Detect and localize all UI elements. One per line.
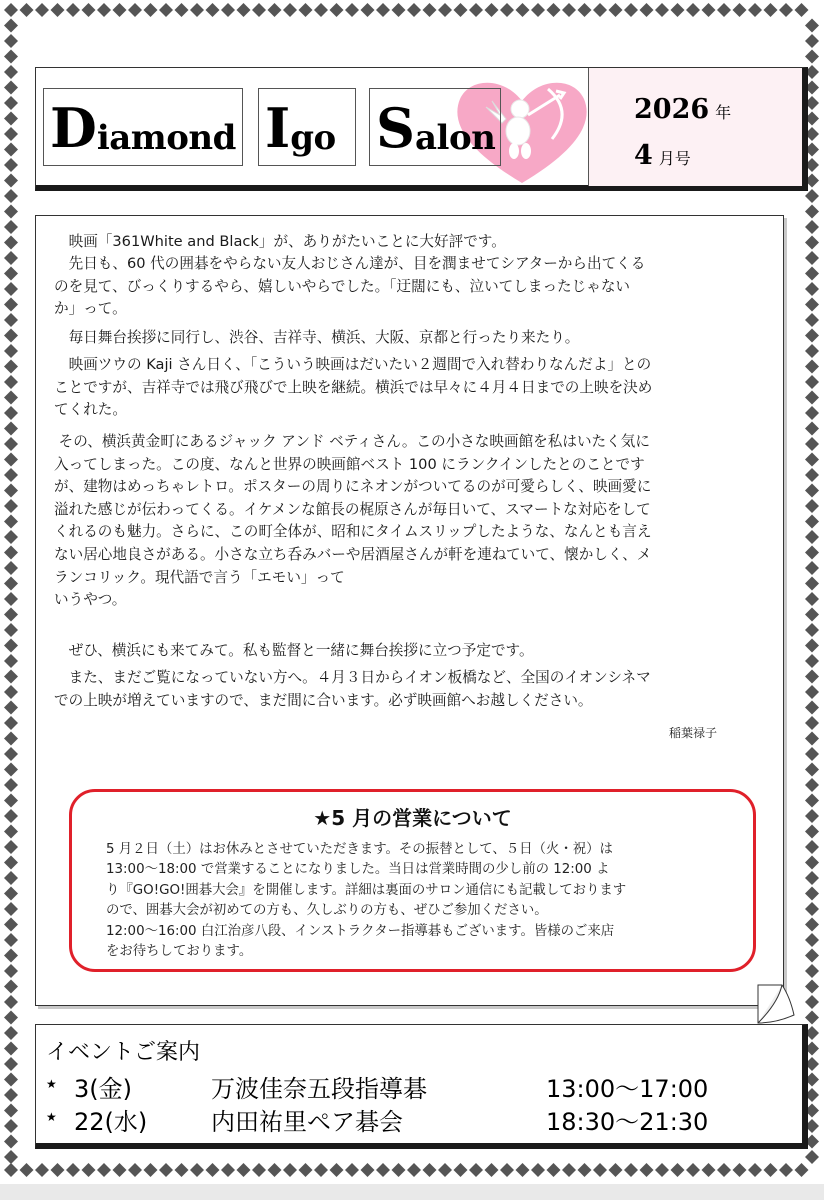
border-diamond <box>407 3 421 17</box>
border-diamond <box>330 1163 344 1177</box>
border-diamond <box>805 747 819 761</box>
border-diamond <box>4 344 18 358</box>
border-diamond <box>717 1163 731 1177</box>
border-diamond <box>20 1163 34 1177</box>
border-diamond <box>805 871 819 885</box>
border-diamond <box>314 3 328 17</box>
border-diamond <box>4 1119 18 1133</box>
border-diamond <box>4 1011 18 1025</box>
border-diamond <box>4 313 18 327</box>
border-diamond <box>593 1163 607 1177</box>
border-diamond <box>4 856 18 870</box>
event-row <box>36 1069 802 1103</box>
border-diamond <box>805 189 819 203</box>
border-diamond <box>4 96 18 110</box>
border-diamond <box>805 840 819 854</box>
border-diamond <box>764 1163 778 1177</box>
border-diamond <box>423 1163 437 1177</box>
border-diamond <box>4 995 18 1009</box>
author-signature: 稲葉禄子 <box>668 726 717 740</box>
border-diamond <box>593 3 607 17</box>
border-diamond <box>805 530 819 544</box>
border-diamond <box>4 732 18 746</box>
border-diamond <box>4 747 18 761</box>
border-diamond <box>805 995 819 1009</box>
border-diamond <box>4 670 18 684</box>
border-diamond <box>4 391 18 405</box>
border-diamond <box>805 406 819 420</box>
border-diamond <box>4 205 18 219</box>
border-diamond <box>805 654 819 668</box>
border-diamond <box>805 608 819 622</box>
border-diamond <box>66 1163 80 1177</box>
border-diamond <box>562 3 576 17</box>
article-paragraph: 毎日舞台挨拶に同行し、渋谷、吉祥寺、横浜、大阪、京都と行ったり来たり。 <box>54 329 580 346</box>
border-diamond <box>4 158 18 172</box>
border-diamond <box>655 1163 669 1177</box>
border-diamond <box>805 623 819 637</box>
border-diamond <box>190 1163 204 1177</box>
border-diamond <box>805 980 819 994</box>
events-box <box>35 1024 808 1149</box>
border-diamond <box>805 34 819 48</box>
border-diamond <box>144 1163 158 1177</box>
border-diamond <box>547 3 561 17</box>
border-diamond <box>4 778 18 792</box>
article-paragraph: 映画ツウの Kaji さん日く、「こういう映画はだいたい２週間で入れ替わりなんだよ」との ことですが、吉祥寺では飛び飛びで上映を継続。横浜では早々に４月４日までの上映を決め てくれた。 <box>54 356 653 419</box>
border-diamond <box>4 933 18 947</box>
border-diamond <box>314 1163 328 1177</box>
article-paragraph: ぜひ、横浜にも来てみて。私も監督と一緒に舞台挨拶に立つ予定です。 <box>54 642 534 659</box>
border-diamond <box>159 1163 173 1177</box>
border-diamond <box>805 1150 819 1164</box>
border-diamond <box>4 282 18 296</box>
border-diamond <box>376 3 390 17</box>
border-diamond <box>655 3 669 17</box>
border-diamond <box>531 3 545 17</box>
border-diamond <box>113 3 127 17</box>
border-diamond <box>330 3 344 17</box>
border-diamond <box>4 685 18 699</box>
border-diamond <box>4 654 18 668</box>
border-diamond <box>795 3 809 17</box>
border-diamond <box>361 1163 375 1177</box>
event-time: 18:30～21:30 <box>546 1108 709 1136</box>
border-diamond <box>237 3 251 17</box>
year-suffix: 年 <box>715 103 732 122</box>
title-word-diamond <box>43 88 243 166</box>
notice-title: ★5 月の営業について <box>313 806 512 830</box>
border-diamond <box>624 3 638 17</box>
border-diamond <box>805 391 819 405</box>
page-curl-icon <box>756 983 796 1027</box>
article-paragraph: また、まだご覧になっていない方へ。４月３日からイオン板橋など、全国のイオンシネマ での上映が増えていますので、まだ間に合います。必ず映画館へお越しください。 <box>54 669 651 709</box>
border-diamond <box>805 887 819 901</box>
border-diamond <box>4 499 18 513</box>
issue-year <box>634 94 731 125</box>
border-diamond <box>805 933 819 947</box>
border-diamond <box>4 561 18 575</box>
border-diamond <box>795 1163 809 1177</box>
border-diamond <box>175 3 189 17</box>
border-diamond <box>4 127 18 141</box>
border-diamond <box>4 3 18 17</box>
event-name: 万波佳奈五段指導碁 <box>211 1075 427 1103</box>
border-diamond <box>671 3 685 17</box>
border-diamond <box>805 313 819 327</box>
border-diamond <box>686 1163 700 1177</box>
border-diamond <box>805 468 819 482</box>
border-diamond <box>4 825 18 839</box>
border-diamond <box>82 3 96 17</box>
border-diamond <box>531 1163 545 1177</box>
border-diamond <box>805 701 819 715</box>
title-cap: S <box>376 96 415 160</box>
border-diamond <box>624 1163 638 1177</box>
border-diamond <box>485 3 499 17</box>
border-diamond <box>268 3 282 17</box>
title-rest: alon <box>415 118 496 158</box>
border-diamond <box>4 251 18 265</box>
border-diamond <box>805 592 819 606</box>
border-diamond <box>4 81 18 95</box>
border-diamond <box>702 3 716 17</box>
border-diamond <box>578 1163 592 1177</box>
border-diamond <box>4 716 18 730</box>
border-diamond <box>4 19 18 33</box>
border-diamond <box>392 3 406 17</box>
border-diamond <box>733 3 747 17</box>
border-diamond <box>35 3 49 17</box>
event-time: 13:00～17:00 <box>546 1075 709 1103</box>
border-diamond <box>4 143 18 157</box>
border-diamond <box>469 1163 483 1177</box>
border-diamond <box>805 251 819 265</box>
border-diamond <box>51 1163 65 1177</box>
border-diamond <box>4 189 18 203</box>
border-diamond <box>640 1163 654 1177</box>
border-diamond <box>345 3 359 17</box>
border-diamond <box>4 267 18 281</box>
border-diamond <box>805 949 819 963</box>
border-diamond <box>4 871 18 885</box>
border-diamond <box>640 3 654 17</box>
border-diamond <box>97 1163 111 1177</box>
border-diamond <box>779 3 793 17</box>
border-diamond <box>376 1163 390 1177</box>
title-word-salon <box>369 88 501 166</box>
border-diamond <box>805 639 819 653</box>
border-diamond <box>438 1163 452 1177</box>
border-diamond <box>717 3 731 17</box>
border-diamond <box>805 825 819 839</box>
border-diamond <box>113 1163 127 1177</box>
border-diamond <box>686 3 700 17</box>
border-diamond <box>252 3 266 17</box>
border-diamond <box>4 375 18 389</box>
border-diamond <box>805 453 819 467</box>
border-diamond <box>748 3 762 17</box>
border-diamond <box>748 1163 762 1177</box>
issue-date <box>588 68 802 186</box>
border-diamond <box>221 3 235 17</box>
border-diamond <box>805 422 819 436</box>
newsletter-header <box>35 67 808 191</box>
border-diamond <box>805 577 819 591</box>
border-diamond <box>4 360 18 374</box>
border-diamond <box>764 3 778 17</box>
border-diamond <box>438 3 452 17</box>
border-diamond <box>4 980 18 994</box>
border-diamond <box>805 205 819 219</box>
event-date: 3(金) <box>74 1075 132 1103</box>
border-diamond <box>144 3 158 17</box>
border-diamond <box>4 949 18 963</box>
article-paragraph: 先日も、60 代の囲碁をやらない友人おじさん達が、目を潤ませてシアターから出てくる のを見て、びっくりするやら、嬉しいやらでした。「迂闊にも、泣いてしまったじゃない か」って。 <box>54 255 646 318</box>
border-diamond <box>4 809 18 823</box>
border-diamond <box>805 546 819 560</box>
border-diamond <box>805 685 819 699</box>
border-diamond <box>4 484 18 498</box>
border-diamond <box>805 778 819 792</box>
border-diamond <box>407 1163 421 1177</box>
border-diamond <box>4 236 18 250</box>
border-diamond <box>4 1026 18 1040</box>
border-diamond <box>82 1163 96 1177</box>
border-diamond <box>268 1163 282 1177</box>
notice-body: 5 月２日（土）はお休みとさせていただきます。その振替として、５日（火・祝）は 13:00～18:00 で営業することになりました。当日は営業時間の少し前の 12:00 よ り『GO!GO!囲碁大会』を開催します。詳細は裏面のサロン通信にも記載しております ので、囲碁大会が初めての方も、久しぶりの方も、ぜひご参加ください。 12:00～16:00 白江治彦八段、インストラクター指導碁もございます。皆様のご来店 をお待ちしております。 <box>106 842 627 960</box>
border-diamond <box>805 794 819 808</box>
border-diamond <box>4 592 18 606</box>
title-rest: iamond <box>96 118 236 158</box>
title-word-igo <box>258 88 356 166</box>
border-diamond <box>805 561 819 575</box>
border-diamond <box>454 3 468 17</box>
border-diamond <box>485 1163 499 1177</box>
star-icon: ★ <box>46 1077 57 1091</box>
border-diamond <box>4 1163 18 1177</box>
border-diamond <box>128 1163 142 1177</box>
border-diamond <box>702 1163 716 1177</box>
border-diamond <box>805 856 819 870</box>
border-diamond <box>779 1163 793 1177</box>
article-paragraph: その、横浜黄金町にあるジャック アンド ベティさん。この小さな映画館を私はいたく気に 入ってしまった。この度、なんと世界の映画館ベスト 100 にランクインしたとのことです が、建物はめっちゃレトロ。ポスターの周りにネオンがついてるのが可愛らしく、映画愛に 溢れた感じが伝わってくる。イケメンな館長の梶原さんが毎日いて、スマートな対応をして くれるのも魅力。さらに、この町全体が、昭和にタイムスリップしたような、なんとも言え ない居心地良さがある。小さな立ち呑みバーや居酒屋さんが軒を連ねていて、懐かしく、メ ランコリック。現代語で言う「エモい」って いうやつ。 <box>54 433 652 609</box>
border-diamond <box>805 1011 819 1025</box>
border-diamond <box>4 453 18 467</box>
border-diamond <box>4 964 18 978</box>
border-diamond <box>4 174 18 188</box>
border-diamond <box>252 1163 266 1177</box>
border-diamond <box>4 608 18 622</box>
event-row <box>36 1102 802 1136</box>
border-diamond <box>805 360 819 374</box>
border-diamond <box>733 1163 747 1177</box>
border-diamond <box>51 3 65 17</box>
border-diamond <box>299 3 313 17</box>
border-diamond <box>805 716 819 730</box>
border-diamond <box>805 236 819 250</box>
border-diamond <box>159 3 173 17</box>
border-diamond <box>4 65 18 79</box>
month-suffix: 月号 <box>658 149 691 168</box>
border-diamond <box>4 1042 18 1056</box>
border-diamond <box>562 1163 576 1177</box>
border-diamond <box>805 329 819 343</box>
border-diamond <box>805 282 819 296</box>
border-diamond <box>237 1163 251 1177</box>
border-diamond <box>805 50 819 64</box>
border-diamond <box>805 19 819 33</box>
border-diamond <box>805 499 819 513</box>
border-diamond <box>4 577 18 591</box>
border-diamond <box>4 422 18 436</box>
border-diamond <box>805 809 819 823</box>
border-diamond <box>4 902 18 916</box>
border-diamond <box>805 515 819 529</box>
border-diamond <box>190 3 204 17</box>
border-diamond <box>35 1163 49 1177</box>
border-diamond <box>805 902 819 916</box>
title-cap: D <box>50 96 97 160</box>
border-diamond <box>423 3 437 17</box>
business-notice-box <box>69 789 756 972</box>
border-diamond <box>4 1150 18 1164</box>
border-diamond <box>516 3 530 17</box>
issue-month <box>634 140 691 171</box>
border-diamond <box>4 701 18 715</box>
border-diamond <box>805 220 819 234</box>
border-diamond <box>805 344 819 358</box>
year-number: 2026 <box>634 94 710 125</box>
border-diamond <box>805 918 819 932</box>
border-diamond <box>4 50 18 64</box>
border-diamond <box>500 1163 514 1177</box>
title-rest: go <box>290 118 336 158</box>
border-diamond <box>4 468 18 482</box>
border-diamond <box>4 34 18 48</box>
border-diamond <box>175 1163 189 1177</box>
star-icon: ★ <box>46 1110 57 1124</box>
border-diamond <box>805 670 819 684</box>
border-diamond <box>4 639 18 653</box>
border-diamond <box>4 918 18 932</box>
border-diamond <box>299 1163 313 1177</box>
border-diamond <box>4 887 18 901</box>
border-diamond <box>805 375 819 389</box>
border-diamond <box>4 623 18 637</box>
border-diamond <box>4 220 18 234</box>
border-diamond <box>516 1163 530 1177</box>
border-diamond <box>4 1088 18 1102</box>
border-diamond <box>609 1163 623 1177</box>
title-cap: I <box>265 96 291 160</box>
border-diamond <box>4 546 18 560</box>
border-diamond <box>4 794 18 808</box>
border-diamond <box>454 1163 468 1177</box>
border-diamond <box>221 1163 235 1177</box>
border-diamond <box>283 1163 297 1177</box>
border-diamond <box>805 267 819 281</box>
border-diamond <box>578 3 592 17</box>
border-diamond <box>4 1057 18 1071</box>
event-date: 22(水) <box>74 1108 148 1136</box>
border-diamond <box>671 1163 685 1177</box>
border-diamond <box>20 3 34 17</box>
main-article <box>35 215 784 1006</box>
border-diamond <box>469 3 483 17</box>
border-diamond <box>4 406 18 420</box>
border-diamond <box>4 1135 18 1149</box>
border-diamond <box>4 1073 18 1087</box>
border-diamond <box>4 329 18 343</box>
border-diamond <box>4 1104 18 1118</box>
border-diamond <box>345 1163 359 1177</box>
border-diamond <box>4 763 18 777</box>
border-diamond <box>805 298 819 312</box>
event-name: 内田祐里ペア碁会 <box>211 1108 403 1136</box>
border-diamond <box>392 1163 406 1177</box>
month-number: 4 <box>634 140 653 171</box>
border-diamond <box>4 298 18 312</box>
border-diamond <box>609 3 623 17</box>
border-diamond <box>97 3 111 17</box>
border-diamond <box>361 3 375 17</box>
border-diamond <box>805 484 819 498</box>
border-diamond <box>4 437 18 451</box>
bottom-strip <box>0 1184 824 1200</box>
border-diamond <box>4 840 18 854</box>
border-diamond <box>547 1163 561 1177</box>
border-diamond <box>4 112 18 126</box>
border-diamond <box>805 732 819 746</box>
border-diamond <box>283 3 297 17</box>
border-diamond <box>206 3 220 17</box>
events-title: イベントご案内 <box>46 1040 201 1065</box>
border-diamond <box>805 437 819 451</box>
border-diamond <box>500 3 514 17</box>
border-diamond <box>206 1163 220 1177</box>
article-paragraph: 映画「361White and Black」が、ありがたいことに大好評です。 <box>54 233 506 250</box>
border-diamond <box>66 3 80 17</box>
border-diamond <box>4 530 18 544</box>
border-diamond <box>4 515 18 529</box>
border-diamond <box>128 3 142 17</box>
border-diamond <box>805 964 819 978</box>
border-diamond <box>805 763 819 777</box>
